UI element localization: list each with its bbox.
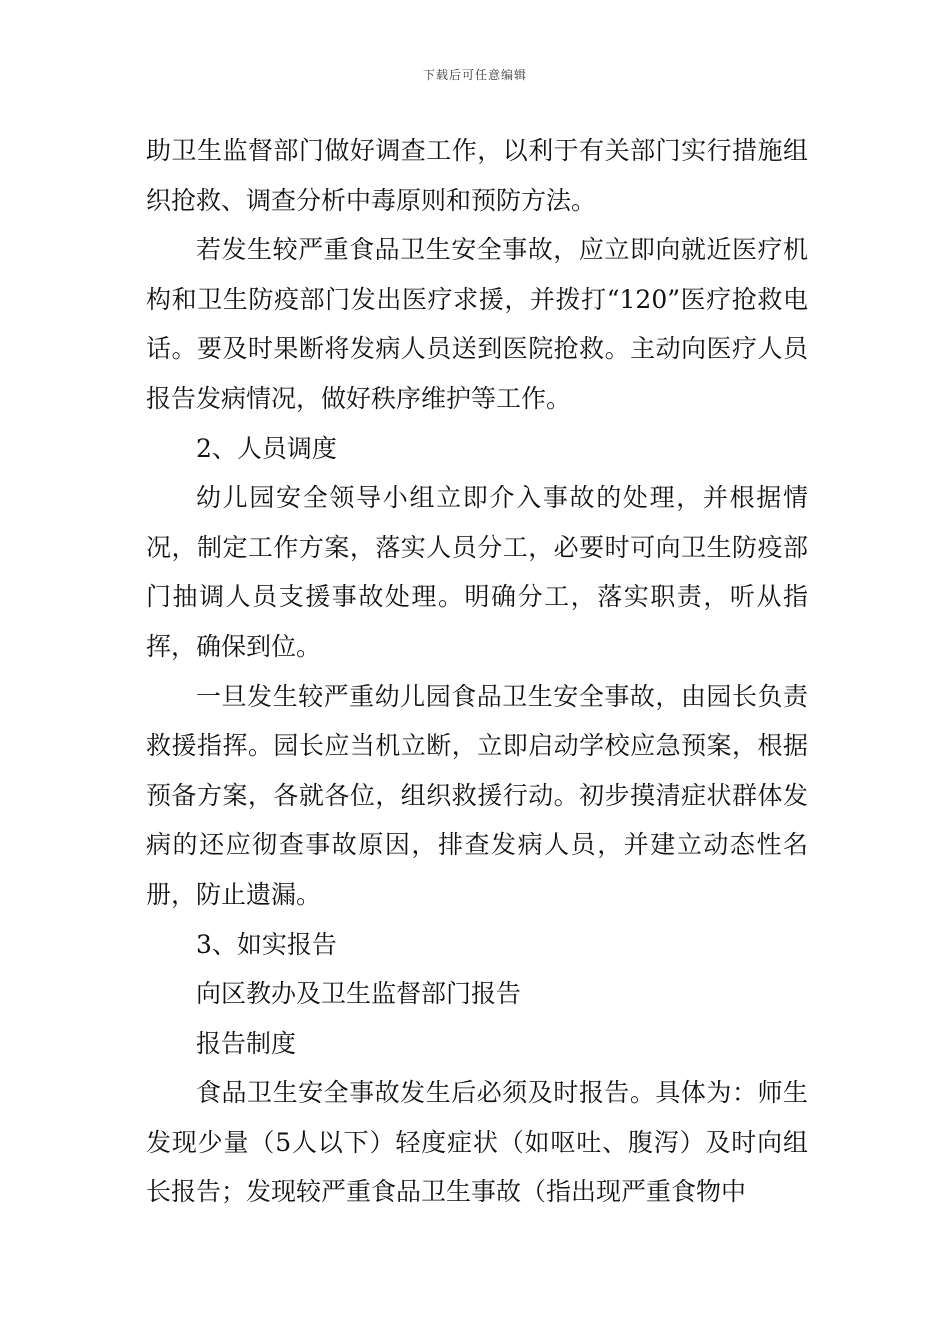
section-heading-report: 3、如实报告 [196,929,337,959]
paragraph-report-system: 食品卫生安全事故发生后必须及时报告。具体为：师生发现少量（5人以下）轻度症状（如呕吐、腹泻）及时向组长报告；发现较严重食品卫生事故（指出现严重食物中 [146,1078,808,1207]
paragraph-emergency-rescue: 若发生较严重食品卫生安全事故，应立即向就近医疗机构和卫生防疫部门发出医疗求援，并拨打“120”医疗抢救电话。要及时果断将发病人员送到医院抢救。主动向医疗人员报告发病情况，做好秩序维护等工作。 [146,235,808,413]
paragraph-staff-dispatch: 幼儿园安全领导小组立即介入事故的处理，并根据情况，制定工作方案，落实人员分工，必要时可向卫生防疫部门抽调人员支援事故处理。明确分工，落实职责，听从指挥，确保到位。 [146,483,808,661]
header-note: 下载后可任意编辑 [422,68,527,82]
subheading-report-system: 报告制度 [196,1028,297,1058]
paragraph-director-command: 一旦发生较严重幼儿园食品卫生安全事故，由园长负责救援指挥。园长应当机立断，立即启动学校应急预案，根据预备方案，各就各位，组织救援行动。初步摸清症状群体发病的还应彻查事故原因，排查发病人员，并建立动态性名册，防止遗漏。 [146,681,808,909]
paragraph-continuation: 助卫生监督部门做好调查工作，以利于有关部门实行措施组织抢救、调查分析中毒原则和预防方法。 [146,136,808,215]
subheading-report-to-authorities: 向区教办及卫生监督部门报告 [196,979,522,1009]
section-heading-staff-dispatch: 2、人员调度 [196,433,337,463]
document-body [146,126,808,1217]
